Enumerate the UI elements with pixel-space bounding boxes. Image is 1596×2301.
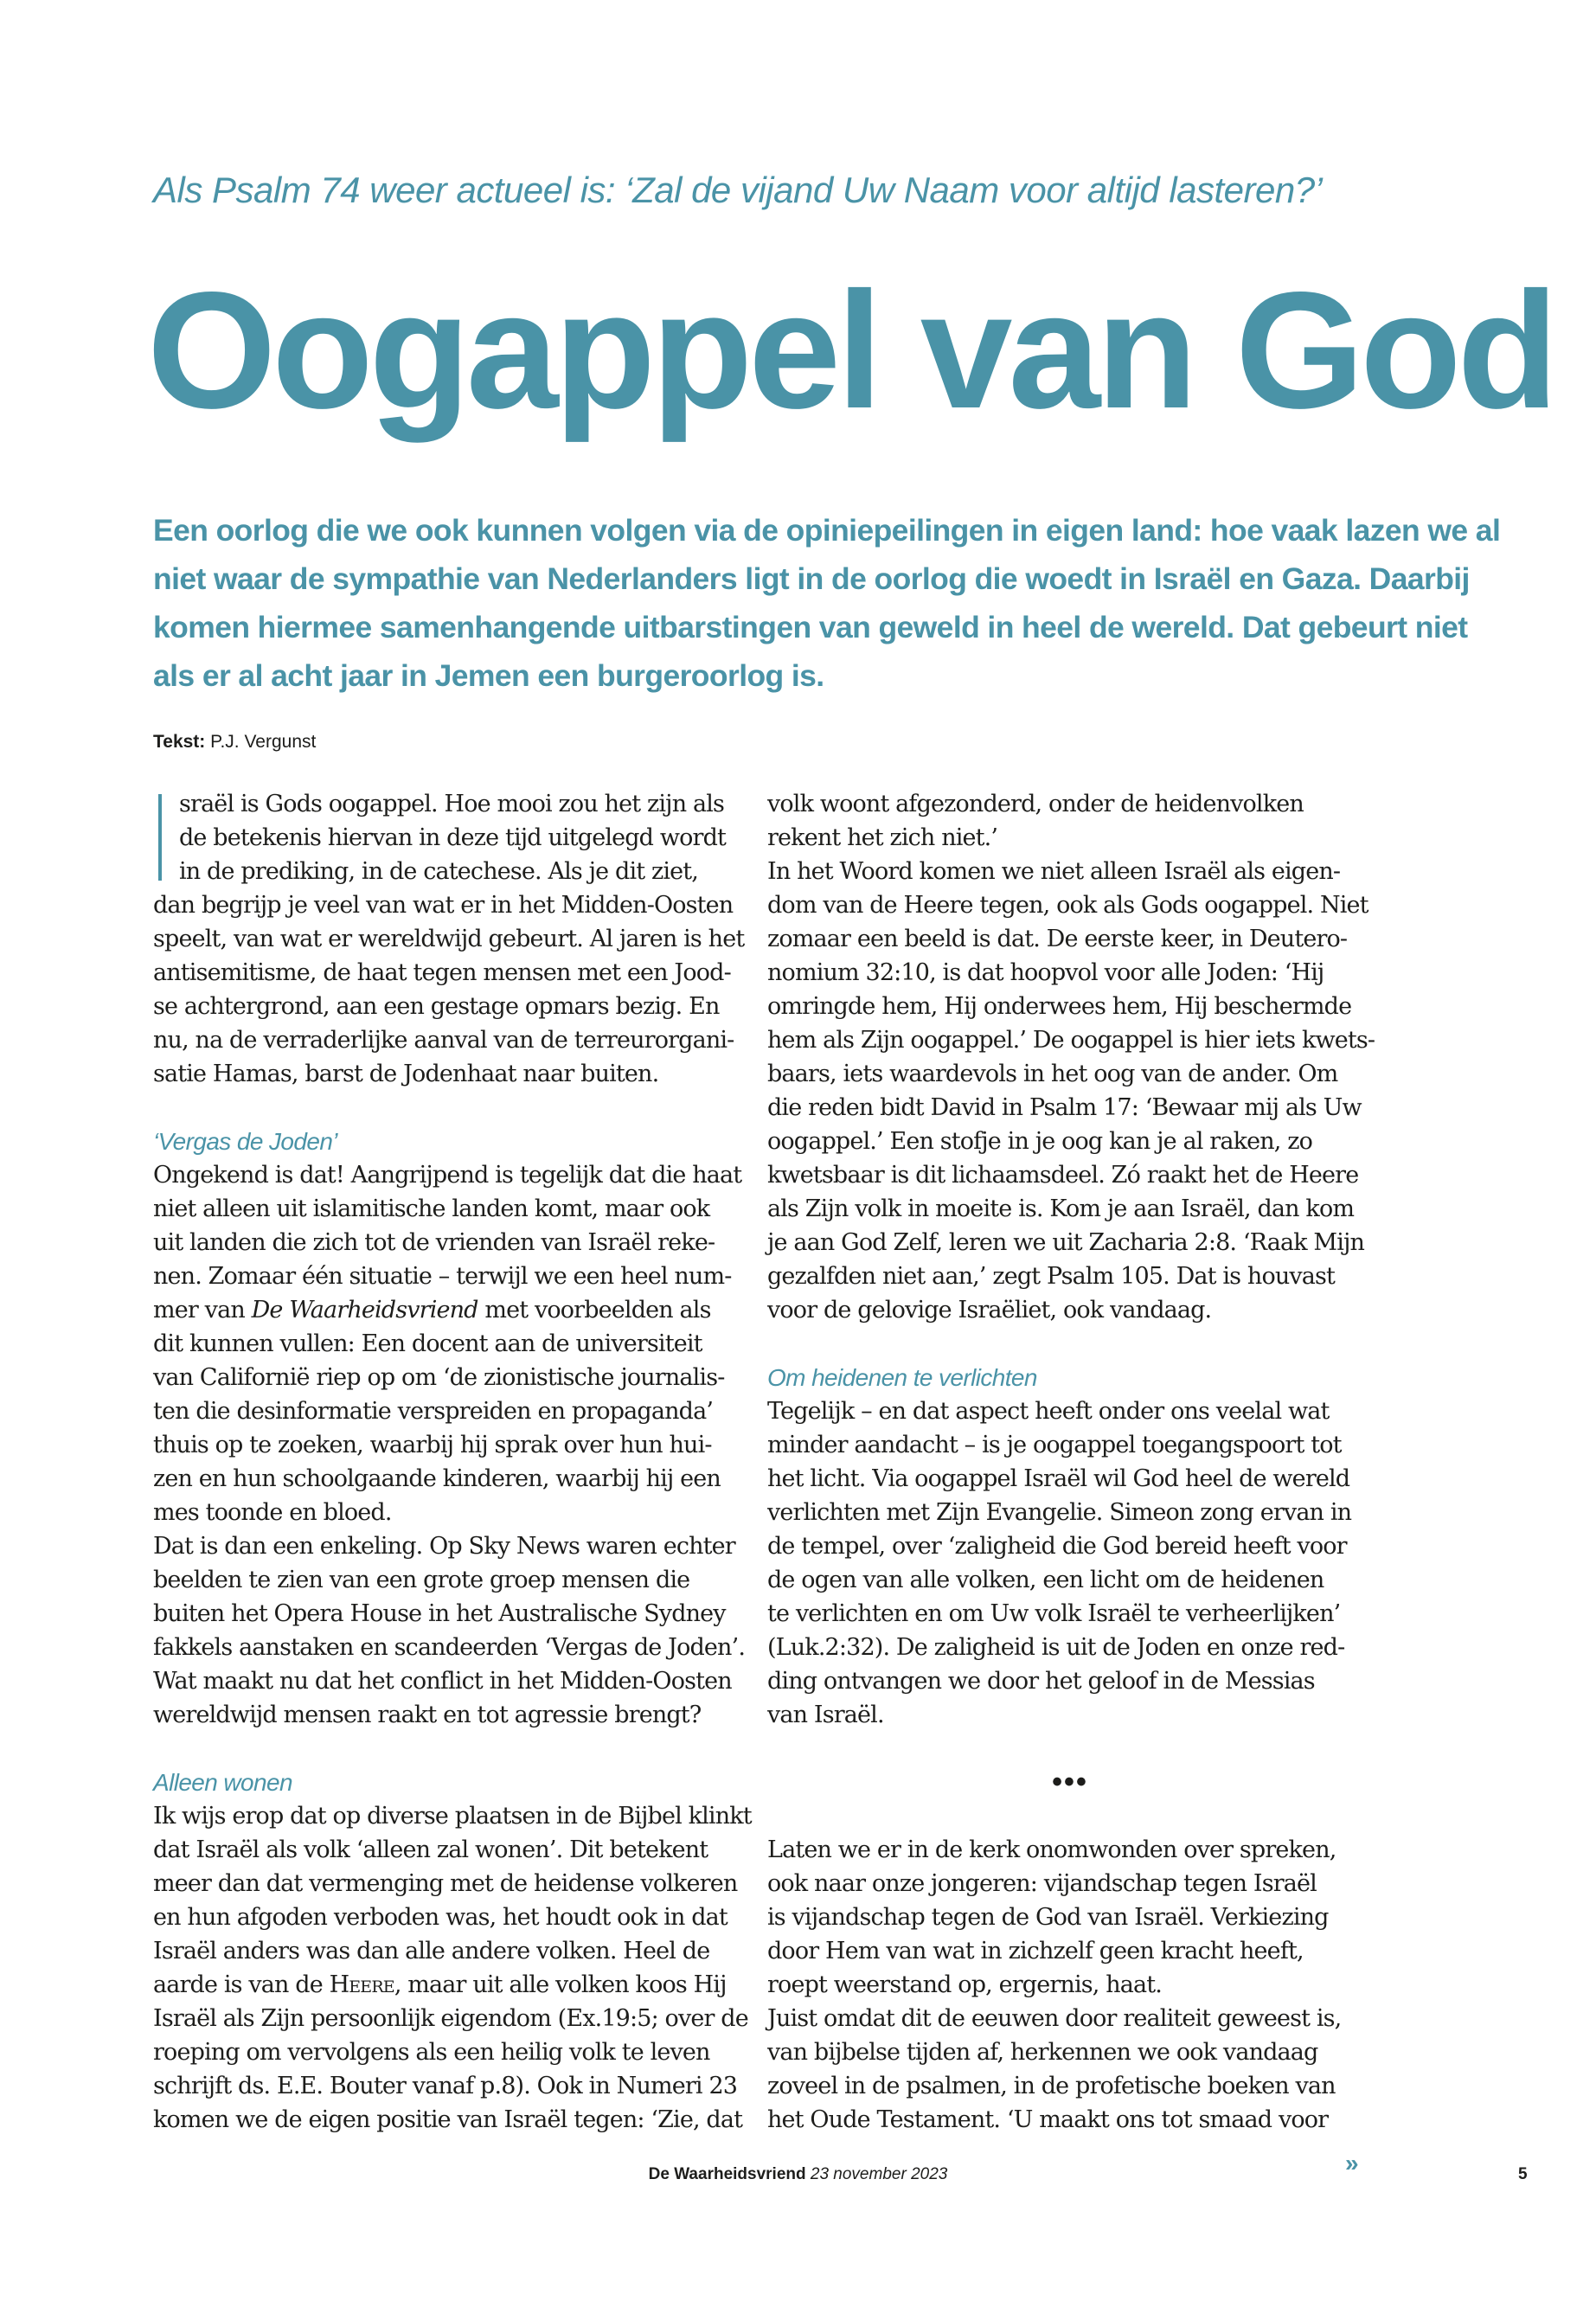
- text-line: komen we de eigen positie van Israël tegen: ‘Zie, dat: [153, 2106, 743, 2133]
- text-line: zoveel in de psalmen, in de profetische boeken van: [767, 2073, 1336, 2099]
- byline-label: Tekst:: [153, 732, 206, 752]
- text-line: roeping om vervolgens als een heilig volk te leven: [153, 2039, 710, 2066]
- text-line: rekent het zich niet.’: [767, 824, 998, 851]
- text-line: kwetsbaar is dit lichaamsdeel. Zó raakt het de Heere: [767, 1162, 1359, 1189]
- text-line: Ik wijs erop dat op diverse plaatsen in de Bijbel klinkt: [153, 1803, 752, 1830]
- text-line: nu, na de verraderlijke aanval van de terreurorgani-: [153, 1027, 734, 1054]
- text-line: verlichten met Zijn Evangelie. Simeon zong ervan in: [767, 1499, 1352, 1526]
- text-line: het licht. Via oogappel Israël wil God heel de wereld: [767, 1465, 1350, 1492]
- text-line: ding ontvangen we door het geloof in de Messias: [767, 1668, 1315, 1695]
- text-line: van Californië riep op om ‘de zionistische journalis-: [153, 1364, 725, 1391]
- text-line: dat Israël als volk ‘alleen zal wonen’. Dit betekent: [153, 1836, 708, 1863]
- text-fragment: met voorbeelden als: [478, 1297, 711, 1324]
- subheading-vergas: ‘Vergas de Joden’: [153, 1128, 337, 1155]
- text-line: uit landen die zich tot de vrienden van Israël reke-: [153, 1229, 715, 1256]
- text-line: minder aandacht – is je oogappel toegangspoort tot: [767, 1432, 1342, 1458]
- article-title: Oogappel van God: [147, 257, 1554, 443]
- footer-publication: De Waarheidsvriend: [648, 2165, 806, 2183]
- text-line: schrijft ds. E.E. Bouter vanaf p.8). Ook in Numeri 23: [153, 2073, 738, 2099]
- text-line: se achtergrond, aan een gestage opmars bezig. En: [153, 993, 720, 1020]
- section-separator: •••: [1052, 1766, 1088, 1798]
- subheading-om-heidenen: Om heidenen te verlichten: [767, 1364, 1037, 1391]
- text-line: baars, iets waardevols in het oog van de ander. Om: [767, 1061, 1338, 1087]
- text-line: die reden bidt David in Psalm 17: ‘Bewaar mij als Uw: [767, 1094, 1362, 1121]
- text-line: zomaar een beeld is dat. De eerste keer, in Deutero-: [767, 926, 1348, 952]
- text-line: zen en hun schoolgaande kinderen, waarbij hij een: [153, 1465, 721, 1492]
- text-line: het Oude Testament. ‘U maakt ons tot smaad voor: [767, 2106, 1329, 2133]
- text-line: [153, 1293, 759, 1327]
- text-line: Israël als Zijn persoonlijk eigendom (Ex.19:5; over de: [153, 2005, 748, 2032]
- text-line: sraël is Gods oogappel. Hoe mooi zou het zijn als: [179, 791, 725, 817]
- text-line: Israël anders was dan alle andere volken. Heel de: [153, 1938, 710, 1965]
- text-line: ook naar onze jongeren: vijandschap tegen Israël: [767, 1870, 1317, 1897]
- text-line: als Zijn volk in moeite is. Kom je aan Israël, dan kom: [767, 1195, 1355, 1222]
- text-line: nen. Zomaar één situatie – terwijl we een heel num-: [153, 1263, 732, 1290]
- heere-smallcaps: Heere: [329, 1971, 394, 1998]
- text-line: satie Hamas, barst de Jodenhaat naar buiten.: [153, 1061, 659, 1087]
- text-line: antisemitisme, de haat tegen mensen met een Jood-: [153, 959, 731, 986]
- text-line: voor de gelovige Israëliet, ook vandaag.: [767, 1297, 1212, 1324]
- page-footer: [0, 2163, 1596, 2187]
- lead-line: niet waar de sympathie van Nederlanders ligt in de oorlog die woedt in Israël en Gaza. Daarbij: [153, 561, 1470, 596]
- publication-name: De Waarheidsvriend: [251, 1297, 478, 1324]
- paragraph-gap: [153, 1732, 759, 1766]
- text-line: is vijandschap tegen de God van Israël. Verkiezing: [767, 1904, 1329, 1931]
- text-line: te verlichten en om Uw volk Israël te verheerlijken’: [767, 1600, 1341, 1627]
- text-line: volk woont afgezonderd, onder de heidenvolken: [767, 791, 1304, 817]
- text-line: fakkels aanstaken en scandeerden ‘Vergas de Joden’.: [153, 1634, 746, 1661]
- paragraph-gap: [767, 1799, 1373, 1833]
- text-line: door Hem van wat in zichzelf geen kracht heeft,: [767, 1938, 1304, 1965]
- text-line: oogappel.’ Een stofje in je oog kan je al raken, zo: [767, 1128, 1312, 1155]
- text-line: in de prediking, in de catechese. Als je dit ziet,: [179, 858, 698, 885]
- text-line: en hun afgoden verboden was, het houdt ook in dat: [153, 1904, 727, 1931]
- text-line: hem als Zijn oogappel.’ De oogappel is hier iets kwets-: [767, 1027, 1375, 1054]
- text-line: Tegelijk – en dat aspect heeft onder ons veelal wat: [767, 1398, 1330, 1425]
- lead-line: Een oorlog die we ook kunnen volgen via de opiniepeilingen in eigen land: hoe vaak lazen we al: [153, 513, 1501, 548]
- text-line: dan begrijp je veel van wat er in het Midden-Oosten: [153, 892, 734, 919]
- text-fragment: aarde is van de: [153, 1971, 330, 1998]
- article-kicker: Als Psalm 74 weer actueel is: ‘Zal de vijand Uw Naam voor altijd lasteren?’: [153, 170, 1323, 210]
- text-line: [153, 1968, 759, 2002]
- text-fragment: mer van: [153, 1297, 252, 1324]
- text-line: ten die desinformatie verspreiden en propaganda’: [153, 1398, 714, 1425]
- text-line: dit kunnen vullen: Een docent aan de universiteit: [153, 1330, 702, 1357]
- text-line: meer dan dat vermenging met de heidense volkeren: [153, 1870, 738, 1897]
- text-line: Ongekend is dat! Aangrijpend is tegelijk dat die haat: [153, 1162, 742, 1189]
- text-line: Juist omdat dit de eeuwen door realiteit geweest is,: [767, 2005, 1342, 2032]
- article-column-left: [153, 787, 759, 2137]
- footer-date: 23 november 2023: [810, 2165, 948, 2183]
- byline-author: P.J. Vergunst: [210, 732, 317, 752]
- text-line: mes toonde en bloed.: [153, 1499, 392, 1526]
- text-line: je aan God Zelf, leren we uit Zacharia 2:8. ‘Raak Mijn: [767, 1229, 1365, 1256]
- continue-arrow-icon: »: [1345, 2150, 1359, 2176]
- text-line: de ogen van alle volken, een licht om de heidenen: [767, 1567, 1324, 1593]
- text-fragment: , maar uit alle volken koos Hij: [394, 1971, 727, 1998]
- text-line: beelden te zien van een grote groep mensen die: [153, 1567, 690, 1593]
- paragraph-gap: [153, 1091, 759, 1125]
- text-line: de betekenis hiervan in deze tijd uitgelegd wordt: [179, 824, 727, 851]
- text-line: speelt, van wat er wereldwijd gebeurt. Al jaren is het: [153, 926, 745, 952]
- text-line: gezalfden niet aan,’ zegt Psalm 105. Dat is houvast: [767, 1263, 1336, 1290]
- text-line: Wat maakt nu dat het conflict in het Midden-Oosten: [153, 1668, 732, 1695]
- text-line: niet alleen uit islamitische landen komt, maar ook: [153, 1195, 710, 1222]
- byline: [153, 729, 316, 755]
- text-line: dom van de Heere tegen, ook als Gods oogappel. Niet: [767, 892, 1368, 919]
- text-line: roept weerstand op, ergernis, haat.: [767, 1971, 1162, 1998]
- text-line: van Israël.: [767, 1702, 884, 1728]
- article-column-right: [767, 787, 1373, 2137]
- text-line: omringde hem, Hij onderwees hem, Hij beschermde: [767, 993, 1352, 1020]
- text-line: Dat is dan een enkeling. Op Sky News waren echter: [153, 1533, 735, 1560]
- text-line: nomium 32:10, is dat hoopvol voor alle Joden: ‘Hij: [767, 959, 1324, 986]
- text-line: buiten het Opera House in het Australische Sydney: [153, 1600, 726, 1627]
- lead-line: komen hiermee samenhangende uitbarstingen van geweld in heel de wereld. Dat gebeurt niet: [153, 610, 1468, 644]
- text-line: In het Woord komen we niet alleen Israël als eigen-: [767, 858, 1341, 885]
- subheading-alleen-wonen: Alleen wonen: [153, 1769, 292, 1796]
- text-line: wereldwijd mensen raakt en tot agressie brengt?: [153, 1702, 702, 1728]
- page-number: 5: [1518, 2165, 1528, 2183]
- paragraph-gap: [767, 1327, 1373, 1361]
- text-line: Laten we er in de kerk onomwonden over spreken,: [767, 1836, 1336, 1863]
- text-line: van bijbelse tijden af, herkennen we ook vandaag: [767, 2039, 1318, 2066]
- text-line: de tempel, over ‘zaligheid die God bereid heeft voor: [767, 1533, 1347, 1560]
- article-lead: [153, 506, 1501, 700]
- paragraph-gap: [767, 1732, 1373, 1766]
- text-line: thuis op te zoeken, waarbij hij sprak over hun hui-: [153, 1432, 712, 1458]
- text-line: (Luk.2:32). De zaligheid is uit de Joden en onze red-: [767, 1634, 1345, 1661]
- lead-line: als er al acht jaar in Jemen een burgeroorlog is.: [153, 658, 824, 693]
